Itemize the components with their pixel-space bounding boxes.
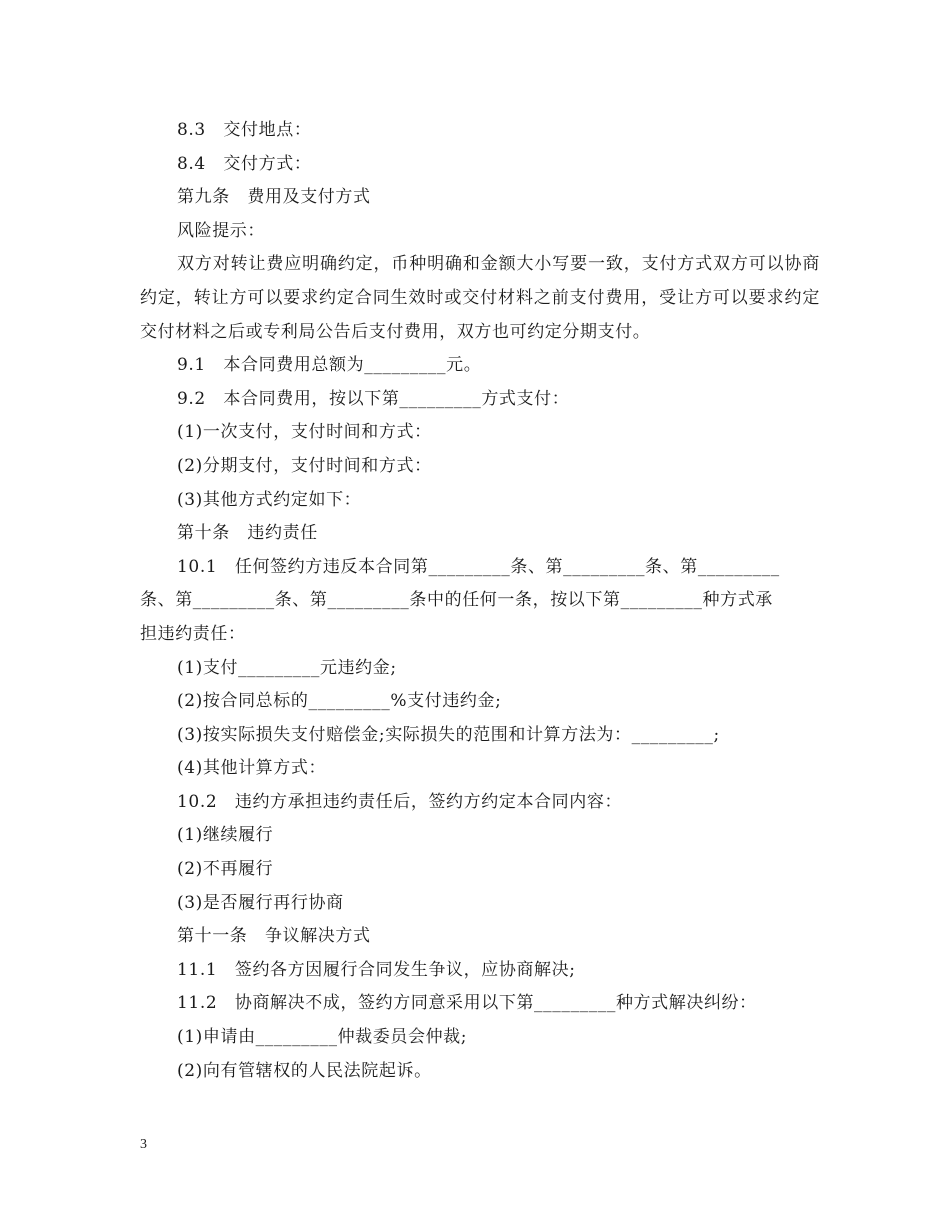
continue-option-2: (2)不再履行 [177, 859, 274, 880]
clause-10-1-line2: 条、第_________条、第_________条中的任何一条，按以下第_________种方式承 [140, 590, 773, 611]
clause-10-2: 10.2 违约方承担违约责任后，签约方约定本合同内容： [177, 791, 623, 812]
clause-9-1: 9.1 本合同费用总额为_________元。 [177, 355, 482, 376]
clause-11-1: 11.1 签约各方因履行合同发生争议，应协商解决; [177, 959, 576, 980]
penalty-option-4: (4)其他计算方式： [177, 758, 327, 779]
article-11-heading: 第十一条 争议解决方式 [177, 926, 371, 947]
penalty-option-1: (1)支付_________元违约金; [177, 657, 397, 678]
page-number: 3 [140, 1137, 147, 1152]
article-9-heading: 第九条 费用及支付方式 [177, 187, 371, 208]
risk-notice-paragraph: 双方对转让费应明确约定，币种明确和金额大小写要一致，支付方式双方可以协商约定，转让方可以要求约定合同生效时或交付材料之前支付费用，受让方可以要求约定交付材料之后或专利局公告后支付费用，双方也可约定分期支付。 [140, 254, 820, 342]
clause-11-2: 11.2 协商解决不成，签约方同意采用以下第_________种方式解决纠纷： [177, 993, 757, 1014]
contract-body [140, 114, 820, 1088]
dispute-option-2: (2)向有管辖权的人民法院起诉。 [177, 1060, 432, 1081]
continue-option-1: (1)继续履行 [177, 825, 274, 846]
clause-8-4: 8.4 交付方式： [177, 153, 312, 174]
payment-option-1: (1)一次支付，支付时间和方式： [177, 422, 432, 443]
clause-10-1-line3: 担违约责任： [140, 623, 246, 644]
payment-option-3: (3)其他方式约定如下： [177, 489, 362, 510]
clause-9-2: 9.2 本合同费用，按以下第_________方式支付： [177, 388, 570, 409]
penalty-option-3: (3)按实际损失支付赔偿金;实际损失的范围和计算方法为：_________; [177, 724, 720, 745]
dispute-option-1: (1)申请由_________仲裁委员会仲裁; [177, 1027, 468, 1048]
clause-10-1-line1: 10.1 任何签约方违反本合同第_________条、第_________条、第_________ [177, 556, 780, 577]
continue-option-3: (3)是否履行再行协商 [177, 892, 344, 913]
penalty-option-2: (2)按合同总标的_________%支付违约金; [177, 691, 502, 712]
payment-option-2: (2)分期支付，支付时间和方式： [177, 455, 432, 476]
article-10-heading: 第十条 违约责任 [177, 523, 318, 544]
risk-notice-label: 风险提示： [177, 220, 265, 241]
clause-8-3: 8.3 交付地点： [177, 120, 312, 140]
